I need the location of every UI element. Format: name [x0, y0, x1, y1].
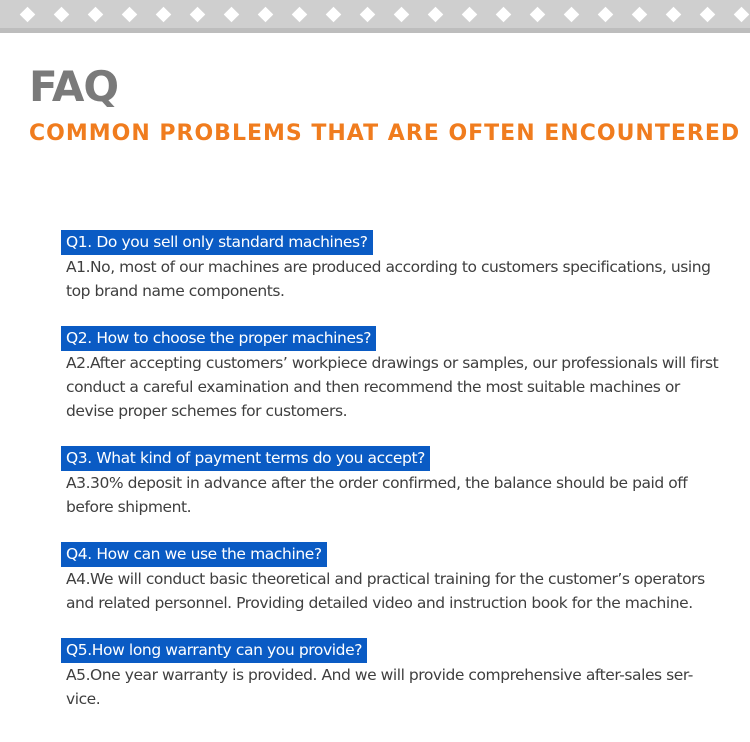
answer-line: and related personnel. Providing detailed video and instruction book for the machine.	[66, 594, 693, 612]
diamond-icon	[597, 7, 613, 23]
answer-line: A4.We will conduct basic theoretical and practical training for the customer’s operators	[66, 570, 705, 588]
diamond-icon	[529, 7, 545, 23]
diamond-icon	[155, 7, 171, 23]
faq-answer-2	[61, 351, 719, 423]
faq-item-5	[61, 638, 711, 711]
answer-line: top brand name components.	[66, 282, 285, 300]
faq-question-4: Q4. How can we use the machine?	[61, 542, 327, 567]
diamond-icon	[665, 7, 681, 23]
diamond-icon	[359, 7, 375, 23]
diamond-icon	[563, 7, 579, 23]
diamond-icon	[53, 7, 69, 23]
faq-list	[61, 230, 719, 711]
diamond-pattern-icon	[0, 0, 750, 33]
diamond-icon	[291, 7, 307, 23]
faq-answer-5	[61, 663, 711, 711]
diamond-icon	[121, 7, 137, 23]
page-title: FAQ	[29, 62, 119, 111]
answer-line: A3.30% deposit in advance after the order confirmed, the balance should be paid off	[66, 474, 688, 492]
answer-line: A5.One year warranty is provided. And we will provide comprehensive after-sales ser-	[66, 666, 693, 684]
faq-answer-3	[61, 471, 711, 519]
answer-line: A2.After accepting customers’ workpiece drawings or samples, our professionals will first	[66, 354, 719, 372]
faq-item-1	[61, 230, 711, 303]
diamond-icon	[495, 7, 511, 23]
faq-question-2: Q2. How to choose the proper machines?	[61, 326, 376, 351]
faq-item-4	[61, 542, 711, 615]
diamond-icon	[699, 7, 715, 23]
faq-question-1: Q1. Do you sell only standard machines?	[61, 230, 373, 255]
diamond-icon	[631, 7, 647, 23]
answer-line: vice.	[66, 690, 101, 708]
diamond-icon	[257, 7, 273, 23]
diamond-icon	[19, 7, 35, 23]
answer-line: before shipment.	[66, 498, 192, 516]
faq-question-5: Q5.How long warranty can you provide?	[61, 638, 367, 663]
faq-answer-1	[61, 255, 711, 303]
diamond-icon	[325, 7, 341, 23]
page-subtitle: COMMON PROBLEMS THAT ARE OFTEN ENCOUNTERED	[29, 121, 741, 146]
faq-item-3	[61, 446, 711, 519]
diamond-icon	[223, 7, 239, 23]
answer-line: devise proper schemes for customers.	[66, 402, 348, 420]
faq-item-2	[61, 326, 719, 423]
answer-line: A1.No, most of our machines are produced according to customers specifications, using	[66, 258, 711, 276]
faq-answer-4	[61, 567, 711, 615]
answer-line: conduct a careful examination and then recommend the most suitable machines or	[66, 378, 680, 396]
diamond-icon	[461, 7, 477, 23]
top-decorative-band	[0, 0, 750, 33]
diamond-icon	[87, 7, 103, 23]
diamond-icon	[427, 7, 443, 23]
diamond-icon	[189, 7, 205, 23]
faq-question-3: Q3. What kind of payment terms do you accept?	[61, 446, 430, 471]
diamond-icon	[393, 7, 409, 23]
diamond-icon	[733, 7, 749, 23]
